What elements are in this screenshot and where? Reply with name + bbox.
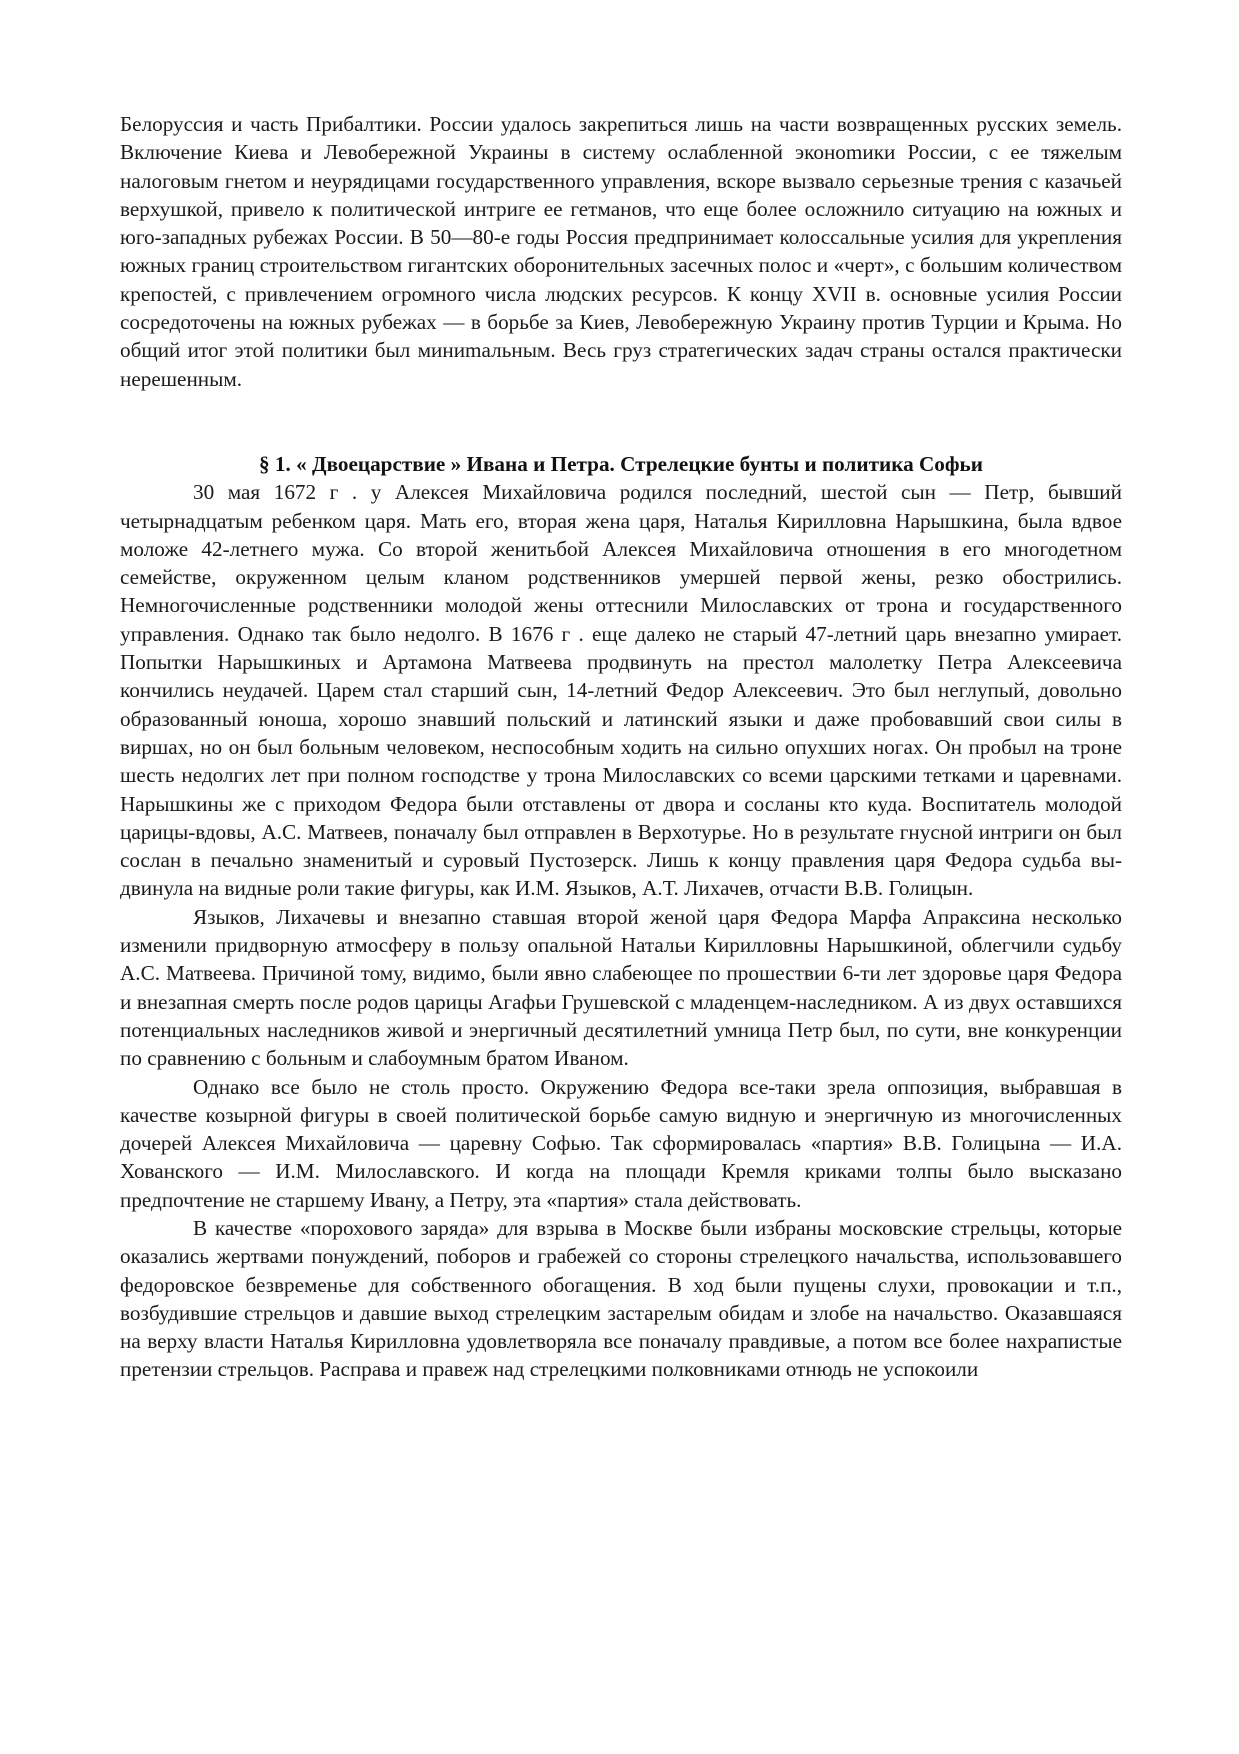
paragraph-4: В качестве «порохового заряда» для взрыва в Москве были избраны московские стрельцы, которые оказались жертвами понуждений, поборов и грабежей со стороны стрелецкого начальства, использовавшего федоровское безвременье для собственного обогащения. В ход были пущены слухи, провокации и т.п., возбудившие стрельцов и давшие выход стрелецким застарелым обидам и злобе на начальство. Оказавшаяся на верху власти Наталья Кирилловна удовлетворяла все поначалу правдивые, а потом все более нахрапистые претензии стрельцов. Расправа и правеж над стрелецкими полковниками отнюдь не успокоили [120,1215,1122,1382]
section-heading: § 1. « Двоецарствие » Ивана и Петра. Стрелецкие бунты и политика Софьи [259,451,983,476]
document-page [120,110,1122,1384]
paragraph-2: Языков, Лихачевы и внезапно ставшая второй женой царя Федора Марфа Апраксина несколько изменили придворную атмосферу в пользу опальной Натальи Кирилловны Нарышкиной, облегчили судьбу А.С. Матвеева. Причиной тому, видимо, были явно слабеющее по прошествии 6-ти лет здоровье царя Федора и внезапная смерть после родов царицы Агафьи Грушевской с младенцем-наследником. А из двух оставшихся потенциальных наследников живой и энергичный десятилетний умница Петр был, по сути, вне конкуренции по сравнению с больным и слабоумным братом Иваном. [120,904,1122,1071]
intro-paragraph: Белоруссия и часть Прибалтики. России удалось закрепиться лишь на части возвращенных русских земель. Включение Киева и Левобережной Украины в систему ослабленной эконоmики России, с ее тяжелым налоговым гнетом и неурядицами государственного управления, вскоре вызвало серьезные трения с казачьей верхушкой, привело к политической интриге ее гетманов, что еще более осложнило ситуацию на южных и юго-западных рубежах России. В 50—80-е годы Россия предпринимает колоссальные усилия для укрепления южных границ строительством гигантских оборонительных засечных полос и «черт», с большим количеством крепостей, с привлечением огромного числа людских ресурсов. К концу XVII в. основные усилия России сосредоточены на южных рубежах — в борьбе за Киев, Левобережную Украину против Турции и Крыма. Но общий итог этой политики был миниmальным. Весь груз стратегических задач страны остался практически нерешенным. [120,112,1122,391]
paragraph-3: Однако все было не столь просто. Окружению Федора все-таки зрела оппозиция, выбравшая в качестве козырной фигуры в своей политической борьбе самую видную и энергичную из многочисленных дочерей Алексея Михайловича — царевну Софью. Так сформировалась «партия» В.В. Голицына — И.А. Хованского — И.М. Милославского. И когда на площади Кремля криками толпы было высказано предпочтение не старшему Ивану, а Петру, эта «партия» стала действовать. [120,1074,1122,1212]
paragraph-1: 30 мая 1672 г . у Алексея Михайловича родился последний, шестой сын — Петр, бывший четырнадцатым ребенком царя. Мать его, вторая жена царя, Наталья Кирилловна Нарышкина, была вдвое моложе 42-летнего мужа. Со второй женитьбой Алексея Михайловича отношения в его многодетном семействе, окруженном целым кланом родственников умершей первой жены, резко обострились. Немногочисленные родственники молодой жены оттеснили Милославских от трона и государственного управления. Однако так было недолго. В 1676 г . еще далеко не старый 47-летний царь внезапно умирает. Попытки Нарышкиных и Артамона Матвеева продвинуть на престол малолетку Петра Алексеевича кончились неудачей. Царем стал старший сын, 14-летний Федор Алексеевич. Это был неглупый, довольно образованный юноша, хорошо знавший польский и латинский языки и даже пробовавший свои силы в виршах, но он был больным человеком, неспособным ходить на сильно опухших ногах. Он пробыл на троне шесть недолгих лет при полном господстве у трона Милославских со всеми царскими тетками и царевнами. Нарышкины же с приходом Федора были отставлены от двора и сосланы кто куда. Воспитатель молодой царицы-вдовы, А.С. Матвеев, поначалу был отправлен в Верхотурье. Но в результате гнусной интриги он был сослан в печально знаменитый и суровый Пустозерск. Лишь к концу правления царя Федора судьба выдвинула на видные роли такие фигуры, как И.М. Языков, А.Т. Лихачев, отчасти В.В. Голицын. [120,480,1122,901]
